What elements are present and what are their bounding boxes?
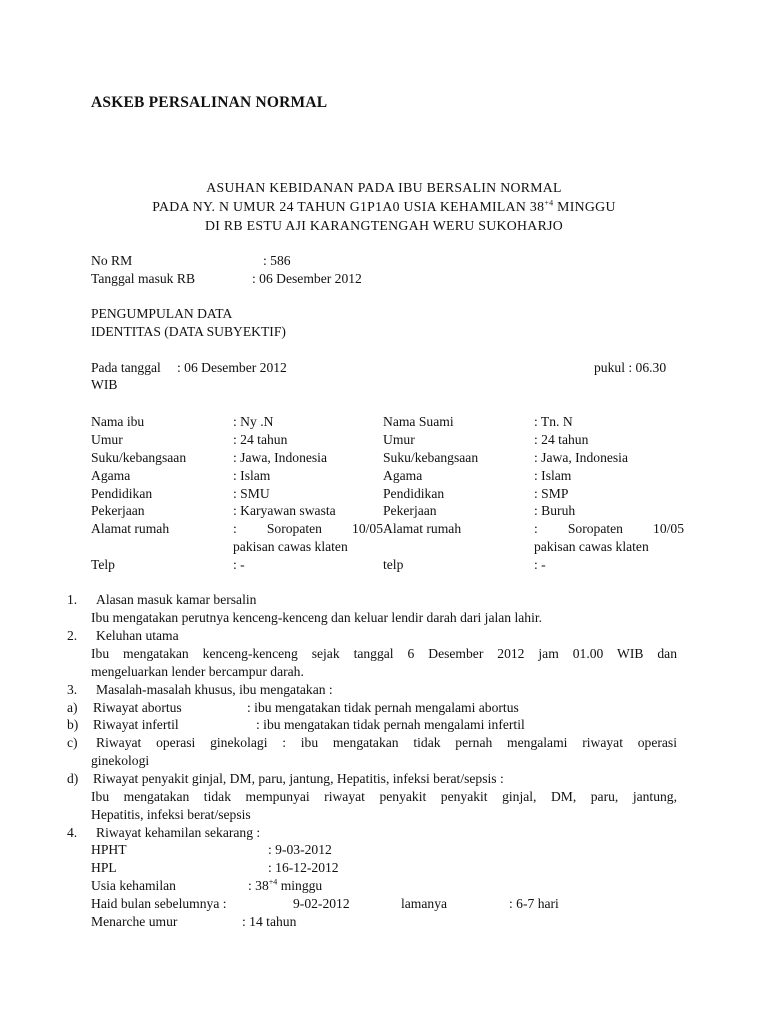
- item-c-text-line-1: Riwayat operasi ginekolagi : ibu mengatakan tidak pernah mengalami riwayat operasi: [96, 735, 677, 750]
- duration-label: lamanya: [401, 896, 448, 911]
- ibu-age-value: : 24 tahun: [233, 432, 288, 447]
- suami-religion-value: : Islam: [534, 468, 572, 483]
- title-line-2-tail: MINGGU: [553, 199, 616, 214]
- ibu-ethnicity-value: : Jawa, Indonesia: [233, 450, 327, 465]
- item-1-title: Alasan masuk kamar bersalin: [96, 592, 257, 607]
- suami-address-cont: pakisan cawas klaten: [534, 539, 649, 554]
- last-period-label: Haid bulan sebelumnya :: [91, 896, 227, 911]
- hpht-label: HPHT: [91, 842, 127, 857]
- item-2-text-line-1: Ibu mengatakan kenceng-kenceng sejak tanggal 6 Desember 2012 jam 01.00 WIB dan: [91, 646, 677, 661]
- suami-job-value: : Buruh: [534, 503, 576, 518]
- time-unit: WIB: [91, 377, 118, 392]
- gestational-age-value: [248, 877, 322, 895]
- ibu-ethnicity-label: Suku/kebangsaan: [91, 450, 187, 465]
- suami-religion-label: Agama: [383, 468, 423, 483]
- suami-phone-value: : -: [534, 557, 546, 572]
- item-d-title: Riwayat penyakit ginjal, DM, paru, jantung, Hepatitis, infeksi berat/sepsis :: [93, 771, 504, 786]
- tanggal-masuk-label: Tanggal masuk RB: [91, 271, 196, 286]
- suami-name-value: : Tn. N: [534, 414, 573, 429]
- gestational-age-unit: minggu: [277, 878, 323, 893]
- item-d-text-line-2: Hepatitis, infeksi berat/sepsis: [91, 807, 251, 822]
- ibu-name-value: : Ny .N: [233, 414, 274, 429]
- hpl-label: HPL: [91, 860, 117, 875]
- item-a-value: : ibu mengatakan tidak pernah mengalami abortus: [247, 700, 519, 715]
- ibu-phone-value: : -: [233, 557, 245, 572]
- item-1-text: Ibu mengatakan perutnya kenceng-kenceng dan keluar lendir darah dari jalan lahir.: [91, 610, 543, 625]
- item-c-letter: c): [67, 735, 78, 750]
- item-a-letter: a): [67, 700, 78, 715]
- gestational-age-number: : 38: [248, 878, 269, 893]
- suami-address-street: Soropaten: [567, 521, 623, 536]
- ibu-job-label: Pekerjaan: [91, 503, 145, 518]
- suami-address-value: [534, 520, 684, 538]
- suami-address-label: Alamat rumah: [383, 521, 462, 536]
- ibu-phone-label: Telp: [91, 557, 115, 572]
- tanggal-masuk-value: : 06 Desember 2012: [252, 271, 362, 286]
- ibu-address-colon: :: [233, 521, 237, 536]
- ibu-education-value: : SMU: [233, 486, 270, 501]
- item-2-text-line-2: mengeluarkan lender bercampur darah.: [91, 664, 304, 679]
- suami-age-value: : 24 tahun: [534, 432, 589, 447]
- ibu-address-value: [233, 520, 383, 538]
- ibu-education-label: Pendidikan: [91, 486, 153, 501]
- item-2-number: 2.: [67, 628, 78, 643]
- suami-phone-label: telp: [383, 557, 404, 572]
- hpht-value: : 9-03-2012: [268, 842, 332, 857]
- title-line-2: [0, 199, 768, 215]
- hpl-value: : 16-12-2012: [268, 860, 339, 875]
- suami-ethnicity-label: Suku/kebangsaan: [383, 450, 479, 465]
- item-c-text-line-2: ginekologi: [91, 753, 150, 768]
- menarche-value: : 14 tahun: [242, 914, 297, 929]
- ibu-address-rt: 10/05: [352, 521, 383, 536]
- title-line-2-sup: +4: [544, 198, 554, 208]
- suami-job-label: Pekerjaan: [383, 503, 437, 518]
- item-d-text-line-1: Ibu mengatakan tidak mempunyai riwayat penyakit penyakit ginjal, DM, paru, jantung,: [91, 789, 677, 804]
- title-line-1: ASUHAN KEBIDANAN PADA IBU BERSALIN NORMAL: [206, 180, 562, 195]
- suami-age-label: Umur: [383, 432, 415, 447]
- ibu-address-cont: pakisan cawas klaten: [233, 539, 348, 554]
- item-2-title: Keluhan utama: [96, 628, 179, 643]
- gestational-age-sup: +4: [268, 877, 278, 887]
- ibu-job-value: : Karyawan swasta: [233, 503, 336, 518]
- section-title: PENGUMPULAN DATA: [91, 306, 233, 321]
- ibu-religion-label: Agama: [91, 468, 131, 483]
- suami-education-value: : SMP: [534, 486, 569, 501]
- suami-name-label: Nama Suami: [383, 414, 454, 429]
- item-3-title: Masalah-masalah khusus, ibu mengatakan :: [96, 682, 333, 697]
- item-3-number: 3.: [67, 682, 78, 697]
- item-d-letter: d): [67, 771, 79, 786]
- ibu-name-label: Nama ibu: [91, 414, 145, 429]
- item-b-letter: b): [67, 717, 79, 732]
- item-1-number: 1.: [67, 592, 78, 607]
- ibu-religion-value: : Islam: [233, 468, 271, 483]
- date-label: Pada tanggal: [91, 360, 161, 375]
- suami-ethnicity-value: : Jawa, Indonesia: [534, 450, 628, 465]
- suami-address-rt: 10/05: [653, 521, 684, 536]
- item-b-label: Riwayat infertil: [93, 717, 179, 732]
- no-rm-label: No RM: [91, 253, 133, 268]
- date-value: : 06 Desember 2012: [177, 360, 287, 375]
- title-line-2-text: PADA NY. N UMUR 24 TAHUN G1P1A0 USIA KEHAMILAN 38: [152, 199, 545, 214]
- last-period-value: 9-02-2012: [293, 896, 350, 911]
- item-a-label: Riwayat abortus: [93, 700, 182, 715]
- item-4-number: 4.: [67, 825, 78, 840]
- time-value: pukul : 06.30: [594, 360, 667, 375]
- duration-value: : 6-7 hari: [509, 896, 559, 911]
- suami-address-colon: :: [534, 521, 538, 536]
- menarche-label: Menarche umur: [91, 914, 178, 929]
- title-line-3: DI RB ESTU AJI KARANGTENGAH WERU SUKOHARJO: [204, 218, 564, 233]
- item-4-title: Riwayat kehamilan sekarang :: [96, 825, 261, 840]
- ibu-age-label: Umur: [91, 432, 123, 447]
- ibu-address-street: Soropaten: [266, 521, 322, 536]
- section-subtitle: IDENTITAS (DATA SUBYEKTIF): [91, 324, 286, 339]
- document-heading: ASKEB PERSALINAN NORMAL: [91, 94, 328, 111]
- no-rm-value: : 586: [263, 253, 291, 268]
- suami-education-label: Pendidikan: [383, 486, 445, 501]
- item-b-value: : ibu mengatakan tidak pernah mengalami infertil: [256, 717, 525, 732]
- gestational-age-label: Usia kehamilan: [91, 878, 176, 893]
- ibu-address-label: Alamat rumah: [91, 521, 170, 536]
